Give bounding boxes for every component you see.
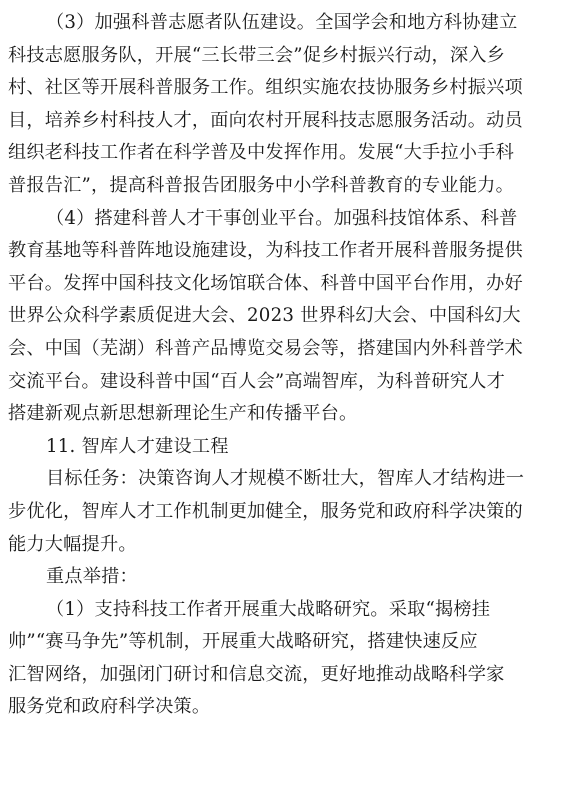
text-line: 会、中国（芜湖）科普产品博览交易会等，搭建国内外科普学术 <box>8 337 523 359</box>
text-line: 服务党和政府科学决策。 <box>8 696 211 718</box>
text-line: （3）加强科普志愿者队伍建设。全国学会和地方科协建立 <box>46 12 518 33</box>
subheading: 重点举措： <box>46 566 138 588</box>
section-heading: 11. 智库人才建设工程 <box>46 435 229 457</box>
text-line: 村、社区等开展科普服务工作。组织实施农技协服务乡村振兴项 <box>8 77 523 99</box>
text-line: （4）搭建科普人才干事创业平台。加强科技馆体系、科普 <box>46 207 518 229</box>
text-line: 普报告汇”，提高科普报告团服务中小学科普教育的专业能力。 <box>8 174 514 196</box>
text-line: 汇智网络，加强闭门研讨和信息交流，更好地推动战略科学家 <box>8 663 505 685</box>
text-line: 目标任务：决策咨询人才规模不断壮大，智库人才结构进一 <box>46 468 525 490</box>
text-line: 能力大幅提升。 <box>8 533 137 555</box>
text-line: 目，培养乡村科技人才，面向农村开展科技志愿服务活动。动员 <box>8 109 523 131</box>
text-line: 科技志愿服务队，开展“三长带三会”促乡村振兴行动，深入乡 <box>8 44 506 66</box>
text-line: 组织老科技工作者在科学普及中发挥作用。发展“大手拉小手科 <box>8 142 514 164</box>
text-line: 教育基地等科普阵地设施建设，为科技工作者开展科普服务提供 <box>8 240 523 262</box>
text-line: 世界公众科学素质促进大会、2023 世界科幻大会、中国科幻大 <box>8 305 521 327</box>
text-line: （1）支持科技工作者开展重大战略研究。采取“揭榜挂 <box>46 598 491 620</box>
text-line: 步优化，智库人才工作机制更加健全，服务党和政府科学决策的 <box>8 500 523 522</box>
text-line: 平台。发挥中国科技文化场馆联合体、科普中国平台作用，办好 <box>8 272 523 294</box>
text-line: 交流平台。建设科普中国“百人会”高端智库，为科普研究人才 <box>8 370 506 392</box>
text-line: 搭建新观点新思想新理论生产和传播平台。 <box>8 403 358 425</box>
text-line: 帅”“赛马争先”等机制，开展重大战略研究，搭建快速反应 <box>8 631 478 653</box>
